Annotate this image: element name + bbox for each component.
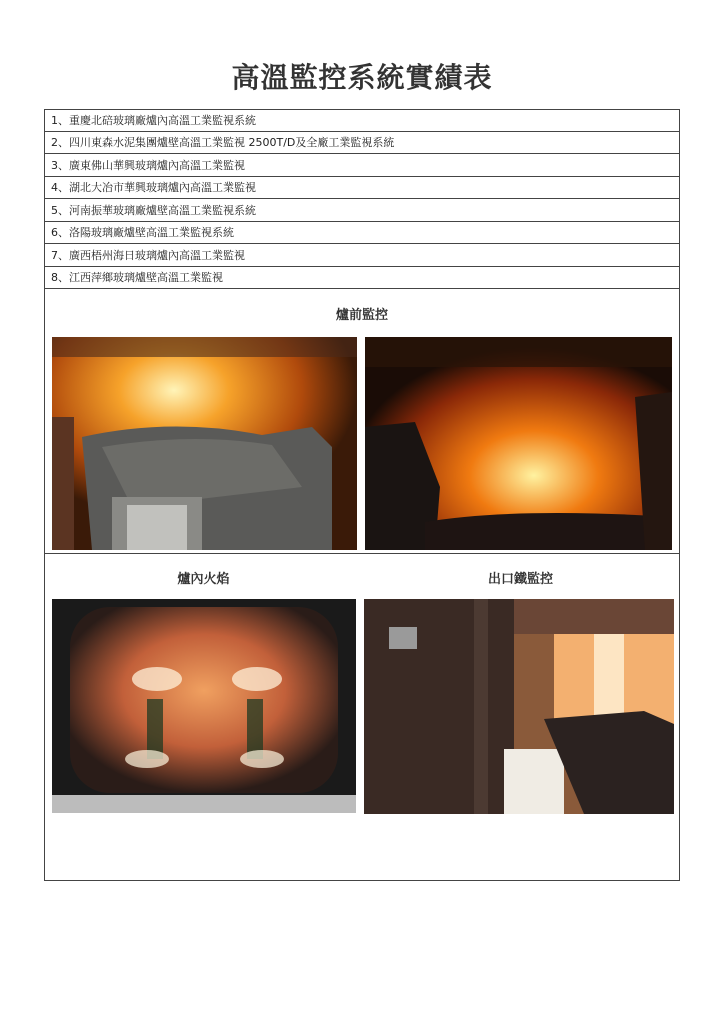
project-row: 8、江西萍鄉玻璃爐壁高溫工業監視 [45,267,679,289]
section-title-furnace-flame: 爐內火焰 [177,572,230,587]
outlet-iron-photo [364,599,674,814]
project-row: 4、湖北大冶市華興玻璃爐內高溫工業監視 [45,177,679,199]
project-row: 7、廣西梧州海日玻璃爐內高溫工業監視 [45,245,679,267]
project-row: 5、河南振華玻璃廠爐壁高溫工業監視系統 [45,200,679,222]
document-title: 高溫監控系統實績表 [231,61,493,94]
project-row: 1、重慶北碚玻璃廠爐內高溫工業監視系統 [45,110,679,132]
section-title-outlet-iron: 出口鐵監控 [487,572,553,587]
section-title-furnace-front: 爐前監控 [335,308,388,323]
section-divider [45,553,679,554]
project-row: 3、廣東佛山華興玻璃爐內高溫工業監視 [45,155,679,177]
project-row: 6、洛陽玻璃廠爐壁高溫工業監視系統 [45,222,679,244]
furnace-front-photo-1 [52,337,357,550]
project-row: 2、四川東森水泥集團爐壁高溫工業監視 2500T/D及全廠工業監視系統 [45,132,679,154]
records-table [44,109,680,881]
furnace-flame-photo [52,599,356,813]
furnace-front-photo-2 [365,337,672,550]
